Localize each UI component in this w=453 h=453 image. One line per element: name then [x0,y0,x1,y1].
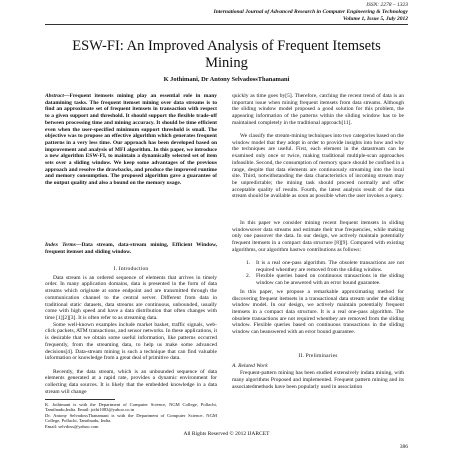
volume-issue: Volume 1, Issue 5, July 2012 [343,16,408,22]
right-paragraph-3: In this paper we consider mining recent frequent itemsets in sliding windowsover data streams and estimate their true frequencies, while making only one passover the data. In our design, we actively maintain potentially frequent itemsets in a compact data structure [8][9]. Compared with existing algorithms, our algorithm hastwo contributions as follows: [232,220,404,253]
contribution-item-2 [246,273,404,286]
intro-paragraph-2: Some well-known examples include market basket, traffic signals, web-click packets, ATM transactions, and sensor networks. In these applications, it is desirable that we obtain some useful information, like patterns occurred frequently, from the streaming data, to help us make some advanced decisions[4]. Data-stream mining is such a technique that can find valuable information or knowledge from a great deal of primitive data. [45,321,217,362]
right-paragraph-1: quickly as time goes by[5]. Therefore, catching the recent trend of data is an important issue when mining frequent itemsets from data streams. Although the sliding window model proposed a good solution for this problem, the appearing information of the patterns within the sliding window has to be maintained completely in the traditional approach[11]. [232,93,404,126]
preliminaries-heading: II. Preliminaries [298,352,338,359]
paper-authors: K Jothimani, Dr Antony SelvadossThanamani [163,76,290,83]
abstract-label: Abstract [45,93,64,99]
right-column [232,93,404,397]
paper-title: ESW-FI: An Improved Analysis of Frequent Itemsets Mining [72,38,381,71]
issn-label: ISSN: 2278 – 1323 [366,2,408,8]
left-column [45,93,217,430]
footnote-rule [45,399,115,400]
right-paragraph-4: In this paper, we propose a remarkable approximating method for discovering frequent itemsets in a transactional data stream under the sliding window model. In our design, we actively maintain potentially frequent itemsets in a compact data structure. It is a real one-pass algorithm. The obsolete transactions are not required whenthey are removed from the sliding window. Flexible queries based on continuous transactions in the sliding window can beanswered with an error bound guarantee. [232,288,404,336]
header-rule [45,24,408,25]
introduction-heading: I. Introduction [113,266,149,272]
intro-paragraph-1: Data stream is an ordered sequence of elements that arrives in timely order. In many application domains, data is presented in the form of data streams which originate at some endpoint and are transmitted through the communication channel to the central server. Different from data in traditional static datasets, data streams are continuous, unbounded, usually come with high speed and have a data distribution that often changes with time [1][2][3]. It is often refer to as streaming data. [45,274,217,321]
copyright-footer: All Rights Reserved © 2012 IJARCET [183,431,270,437]
footnote-1: K. Jothimani is with the Department of Computer Science, NGM College, Pollachi, Tamilnadu,India. Email: jothi1083@yahoo.co.in [45,401,217,413]
footnote-3: Email: selvdoss@yahoo.com [45,424,99,430]
list-number: 1. [246,260,251,266]
footnote-2: Dr. Antony SelvadossThanamani is with the Department of Computer Science, NGM College, Pollachi, Tamilnadu, India. [45,412,217,424]
abstract [45,93,217,240]
list-text: It is a real one-pass algorithm. The obsolete transactions are not required whenthey are removed from the sliding window. [256,260,404,273]
journal-name: International Journal of Advanced Research in Computer Engineering & Technology [213,9,408,15]
abstract-text: —Frequent itemsets mining play an essential role in many datamining tasks. The frequent itemset mining over data streams is to find an approximate set of frequent itemsets in transaction with respect to a given support and threshold. It should support the flexible trade-off between processing time and mining accuracy. It should be time efficient even when the user-specified minimum support threshold is small. The objective was to propose an effective algorithm which generates frequent patterns in a very less time. Our approach has been developed based on improvement and analysis of MFI algorithm. In this paper, we introduce a new algorithm ESW-FI, to maintain a dynamically selected set of item sets over a sliding window. We keep some advantages of the previous approach and resolve the drawbacks, and produce the improved runtime and memory consumption. The proposed algorithm gave a guarantee of the output quality and also a bound on the memory usage. [45,93,217,187]
list-text: Flexible queries based on continuous transactions in the sliding window can be answered with an error bound guarantee. [256,273,404,287]
intro-paragraph-3: Recently, the data stream, which is an unbounded sequence of data elements generated at a rapid rate, provides a dynamic environment for collecting data sources. It is likely that the embedded knowledge in a data stream will change [45,368,217,395]
related-work-heading: A. Related Work [232,362,268,369]
contribution-item-1 [246,260,404,273]
right-paragraph-2: We classify the stream-mining techniques into two categories based on the window model that they adopt in order to provide insights into how and why the techniques are useful. First, each element in the datastream can be examined only once or twice, making traditional multiple-scan approaches infeasible. Second, the consumption of memory space should be confined in a range, despite that data elements are continuously streaming into the local site. Third, notwithstanding the data characteristics of incoming stream may be unpredictable; the mining task should proceed normally and offer acceptable quality of results. Fourth, the latest analysis result of the data stream should be available as soon as possible when the user invokes a query. [232,133,404,200]
page-number: 386 [399,444,408,450]
index-terms-text: —Data stream, data-stream mining, Efficient Window, frequent itemset and sliding window. [45,242,217,255]
index-terms [45,242,217,262]
index-terms-label: Index Terms [45,242,76,248]
right-paragraph-5: Frequent-pattern mining has been studied extensively indata mining, with many algorithms Proposed and implemented. Frequent pattern mining and its associatedmethods have been popularly used in association [232,370,404,390]
list-number: 2. [246,273,251,280]
